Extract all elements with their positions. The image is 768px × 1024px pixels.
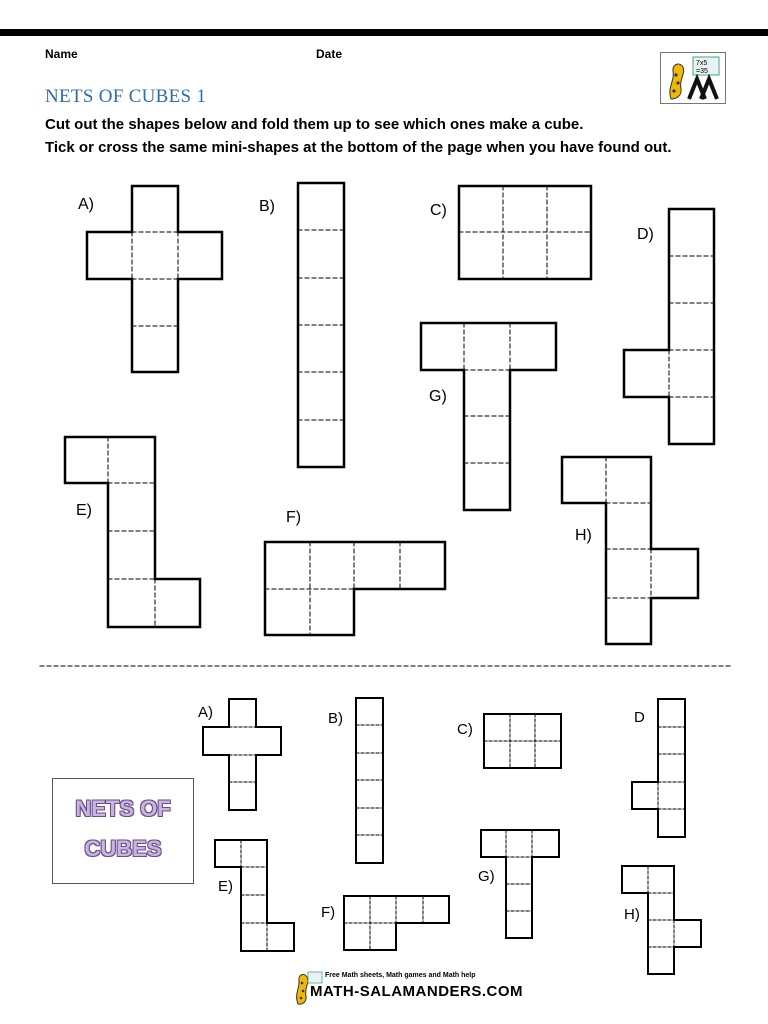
mini-net-a-shape[interactable] [203, 699, 281, 810]
title-box-line-1: NETS OF [75, 796, 171, 821]
net-f-shape [265, 542, 445, 635]
mini-net-h-label: H) [624, 906, 640, 923]
net-c-shape [459, 186, 591, 279]
mini-net-c-shape[interactable] [484, 714, 561, 768]
mini-net-g-label: G) [478, 868, 495, 885]
net-d-shape [624, 209, 714, 444]
net-b-shape [298, 183, 344, 467]
svg-text:=35: =35 [696, 68, 708, 75]
title-box-line-2: CUBES [84, 836, 162, 861]
name-label: Name [45, 47, 78, 61]
mini-net-e-shape[interactable] [215, 840, 294, 951]
net-h-shape [562, 457, 698, 644]
mini-net-f-label: F) [321, 904, 336, 921]
mini-net-b-shape[interactable] [356, 698, 383, 863]
net-a-label: A) [78, 196, 94, 213]
net-h-label: H) [575, 527, 592, 544]
mini-net-b-label: B) [328, 710, 343, 727]
page-title: NETS OF CUBES 1 [45, 86, 207, 107]
net-g-label: G) [429, 388, 447, 405]
instruction-line-1: Cut out the shapes below and fold them up to see which ones make a cube. [45, 116, 584, 133]
mini-net-c-label: C) [457, 721, 473, 738]
net-f-label: F) [286, 509, 302, 526]
mini-net-e-label: E) [218, 878, 233, 895]
nets-of-cubes-title-box [52, 778, 194, 884]
net-c-label: C) [430, 202, 447, 219]
instruction-line-2: Tick or cross the same mini-shapes at the bottom of the page when you have found out. [45, 139, 672, 156]
net-a-shape [87, 186, 222, 372]
net-b-label: B) [259, 198, 275, 215]
net-e-shape [65, 437, 200, 627]
net-d-label: D) [637, 226, 654, 243]
net-g-shape [421, 323, 556, 510]
net-e-label: E) [76, 502, 92, 519]
footer-site-name: MATH-SALAMANDERS.COM [310, 983, 524, 1000]
date-label: Date [316, 47, 343, 61]
footer-tagline: Free Math sheets, Math games and Math help [325, 972, 476, 979]
mini-net-a-label: A) [198, 704, 213, 721]
mini-net-f-shape[interactable] [344, 896, 449, 950]
svg-text:7x5: 7x5 [696, 60, 708, 67]
mini-net-d-label: D [634, 709, 645, 726]
